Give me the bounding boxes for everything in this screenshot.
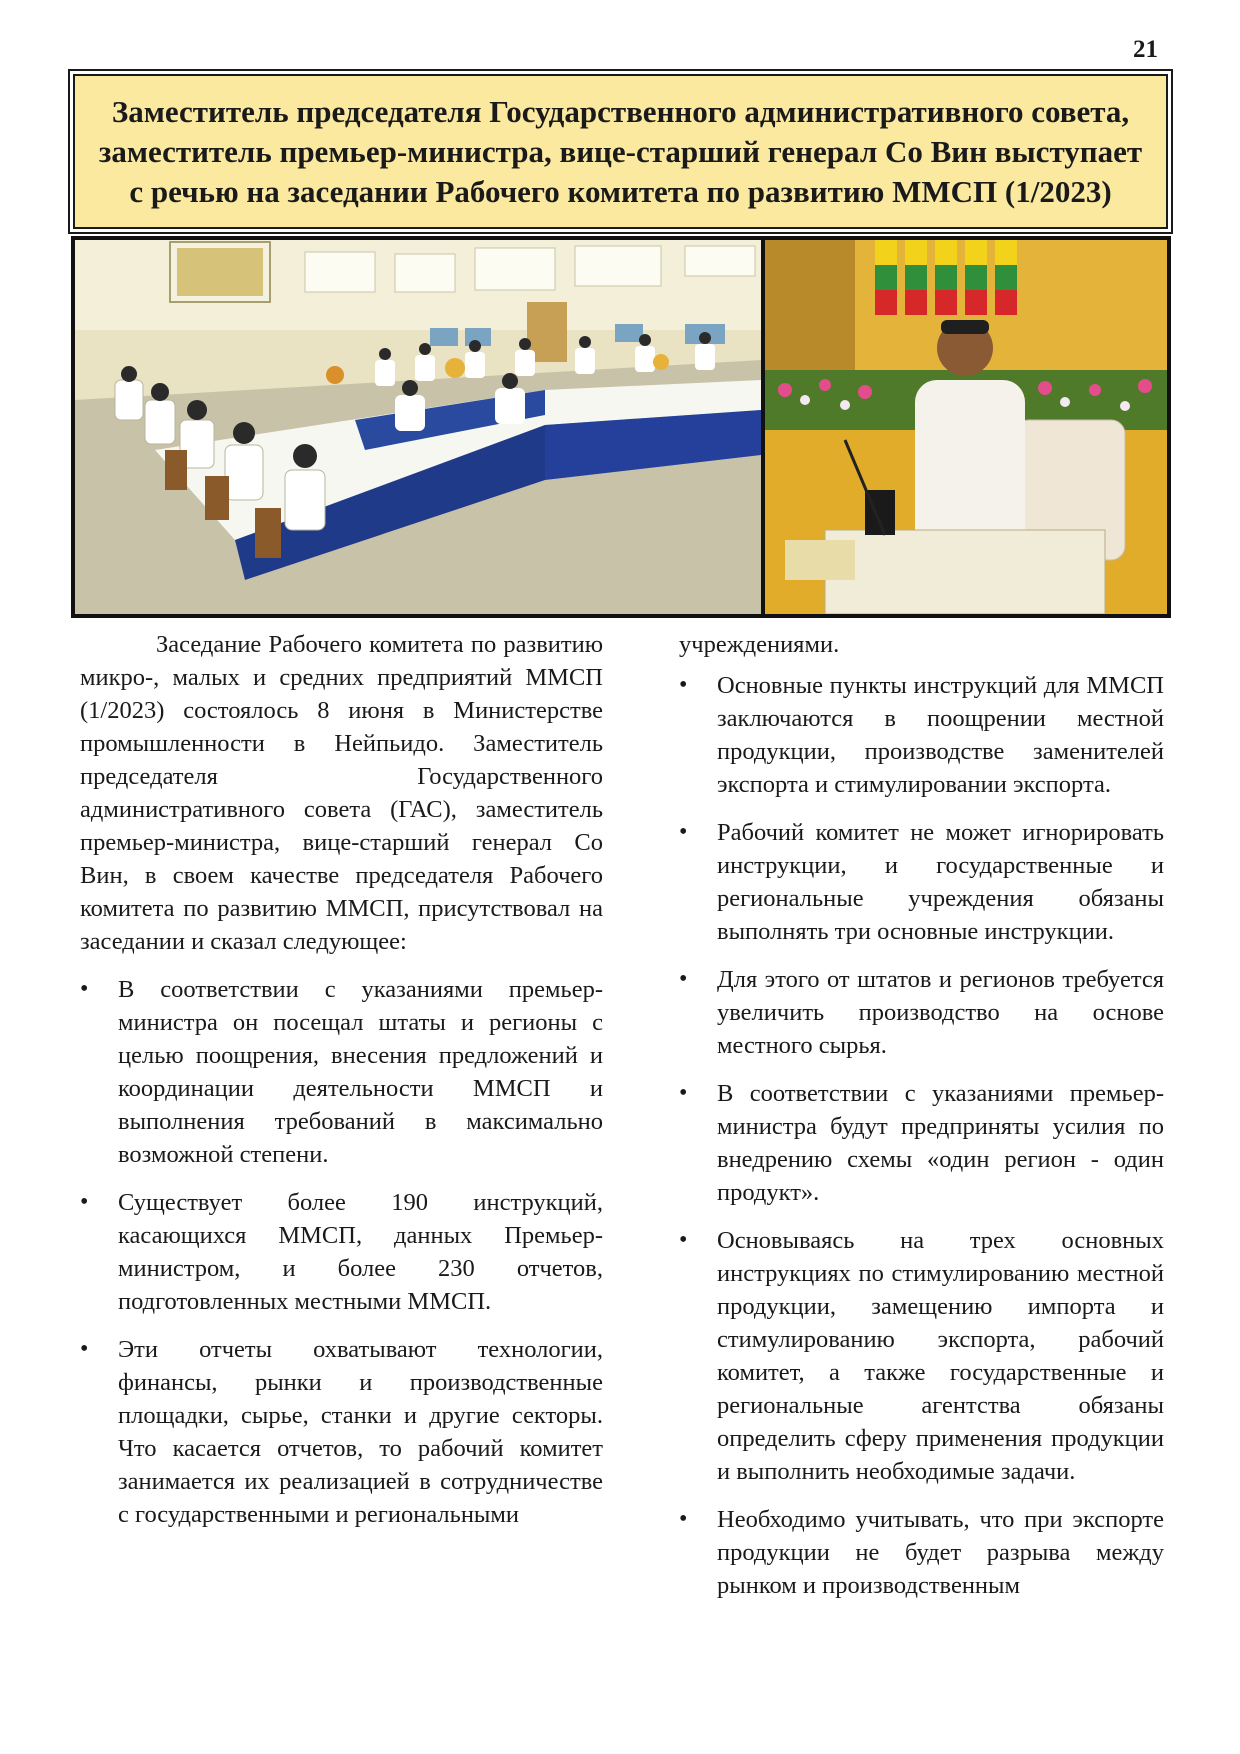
headline-box xyxy=(73,74,1168,229)
bullet-item: • В соответствии с указаниями премьер-министра будут предприняты усилия по внедрению схемы «один регион - один продукт». xyxy=(679,1077,1164,1209)
bullet-item: • Рабочий комитет не может игнорировать инструкции, и государственные и региональные учреждения обязаны выполнять три основные инструкции. xyxy=(679,816,1164,948)
meeting-hall-illustration xyxy=(75,240,761,614)
bullet-item: • Эти отчеты охватывают технологии, финансы, рынки и производственные площадки, сырье, станки и другие секторы. Что касается отчетов, то рабочий комитет занимается их реализацией в сотрудничестве с государственными и региональными xyxy=(80,1333,603,1531)
meeting-hall-photo xyxy=(75,240,761,614)
article-column-right xyxy=(679,628,1164,1602)
bullet-list-right xyxy=(679,669,1164,1602)
bullet-item: • Основные пункты инструкций для ММСП заключаются в поощрении местной продукции, производстве заменителей экспорта и стимулировании экспорта. xyxy=(679,669,1164,801)
speaker-illustration xyxy=(765,240,1167,614)
bullet-continuation: учреждениями. xyxy=(679,631,840,658)
bullet-item: • Необходимо учитывать, что при экспорте продукции не будет разрыва между рынком и производственным xyxy=(679,1503,1164,1602)
bullet-item: • Для этого от штатов и регионов требуется увеличить производство на основе местного сырья. xyxy=(679,963,1164,1062)
bullet-item: • В соответствии с указаниями премьер-министра он посещал штаты и регионы с целью поощрения, внесения предложений и координации деятельности ММСП и выполнения требований в максимально возможной степени. xyxy=(80,973,603,1171)
headline: Заместитель председателя Государственного административного совета, заместитель премьер-министра, вице-старший генерал Со Вин выступает с речью на заседании Рабочего комитета по развитию ММСП (1/2023) xyxy=(98,93,1143,209)
bullet-item: • Существует более 190 инструкций, касающихся ММСП, данных Премьер-министром, и более 230 отчетов, подготовленных местными ММСП. xyxy=(80,1186,603,1318)
photo-strip xyxy=(71,236,1171,618)
page-number: 21 xyxy=(1133,36,1158,63)
article-body xyxy=(80,628,1164,1602)
article-lead-paragraph: Заседание Рабочего комитета по развитию микро-, малых и средних предприятий ММСП (1/2023) состоялось 8 июня в Министерстве промышленности в Нейпьидо. Заместитель председателя Государственного административного совета (ГАС), заместитель премьер-министра, вице-старший генерал Со Вин, в своем качестве председателя Рабочего комитета по развитию ММСП, присутствовал на заседании и сказал следующее: xyxy=(80,631,603,955)
bullet-list-left xyxy=(80,973,603,1531)
bullet-item: • Основываясь на трех основных инструкциях по стимулированию местной продукции, замещению импорта и стимулированию экспорта, рабочий комитет, а также государственные и региональные агентства обязаны определить сферу применения продукции и выполнить необходимые задачи. xyxy=(679,1224,1164,1488)
speaker-at-podium-photo xyxy=(765,240,1167,614)
article-column-left xyxy=(80,628,603,1602)
